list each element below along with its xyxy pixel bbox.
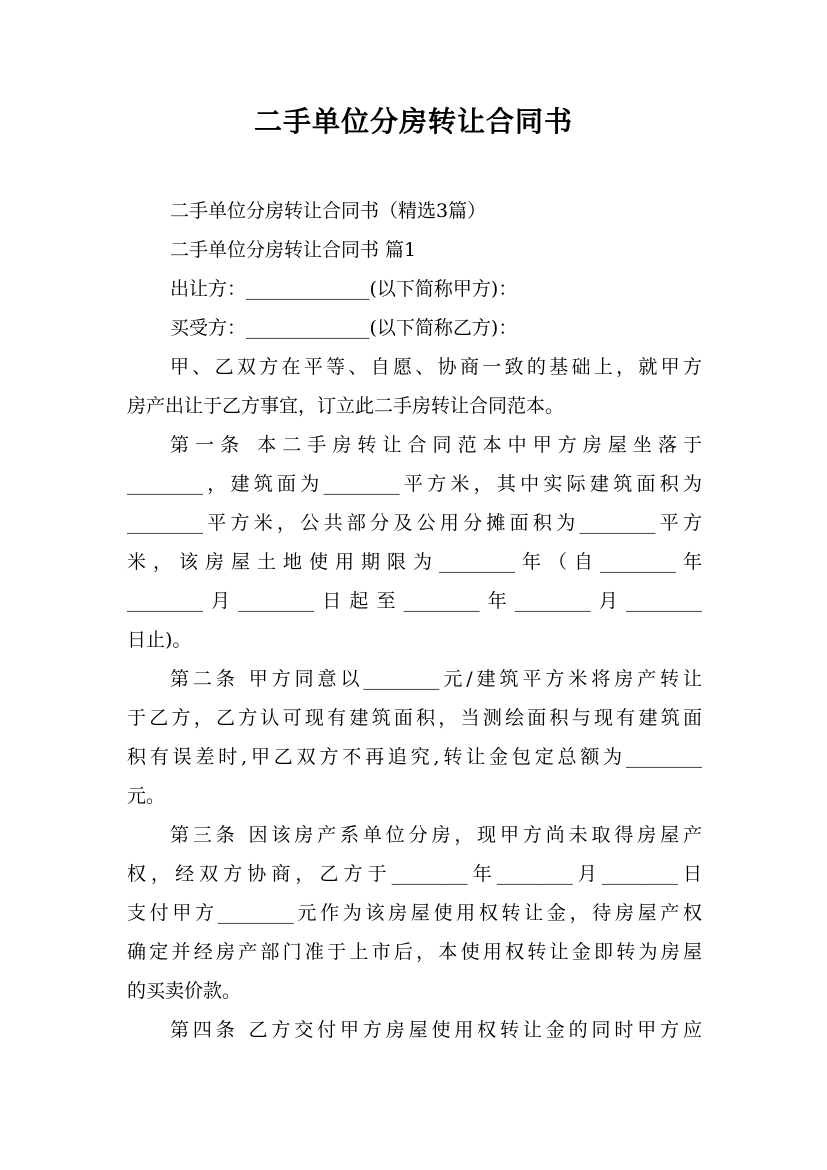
subtitle-line: 二手单位分房转让合同书（精选3篇） bbox=[170, 200, 487, 222]
clause-3-line: 确定并经房产部门准于上市后，本使用权转让金即转为房屋 bbox=[127, 941, 702, 963]
clause-2-line: 于乙方，乙方认可现有建筑面积，当测绘面积与现有建筑面 bbox=[127, 707, 702, 729]
section-heading: 二手单位分房转让合同书 篇1 bbox=[170, 239, 417, 261]
clause-1-line: 米，该房屋土地使用期限为________年（自________年 bbox=[127, 551, 702, 573]
clause-1-line: 日止)。 bbox=[127, 629, 192, 651]
clause-1-line: ________，建筑面为________平方米，其中实际建筑面积为 bbox=[127, 473, 702, 495]
document-title: 二手单位分房转让合同书 bbox=[253, 105, 573, 138]
clause-4-line: 第四条 乙方交付甲方房屋使用权转让金的同时甲方应 bbox=[170, 1019, 702, 1041]
clause-3-line: 的买卖价款。 bbox=[127, 980, 242, 1002]
paragraph-line: 房产出让于乙方事宜，订立此二手房转让合同范本。 bbox=[127, 395, 565, 417]
paragraph-line: 甲、乙双方在平等、自愿、协商一致的基础上，就甲方 bbox=[170, 356, 702, 378]
seller-line: 出让方：_____________(以下简称甲方)： bbox=[170, 278, 518, 300]
clause-3-line: 权，经双方协商，乙方于________年________月________日 bbox=[127, 863, 702, 885]
clause-3-line: 第三条 因该房产系单位分房，现甲方尚未取得房屋产 bbox=[170, 824, 702, 846]
clause-2-line: 第二条 甲方同意以________元/建筑平方米将房产转让 bbox=[170, 668, 702, 690]
clause-1-line: ________平方米，公共部分及公用分摊面积为________平方 bbox=[127, 512, 702, 534]
clause-1-line: ________月________日起至________年________月________ bbox=[127, 590, 702, 612]
clause-3-line: 支付甲方________元作为该房屋使用权转让金，待房屋产权 bbox=[127, 902, 702, 924]
buyer-line: 买受方：_____________(以下简称乙方)： bbox=[170, 317, 518, 339]
clause-2-line: 元。 bbox=[127, 785, 166, 807]
clause-1-line: 第一条 本二手房转让合同范本中甲方房屋坐落于 bbox=[170, 434, 702, 456]
clause-2-line: 积有误差时,甲乙双方不再追究,转让金包定总额为________ bbox=[127, 746, 702, 768]
